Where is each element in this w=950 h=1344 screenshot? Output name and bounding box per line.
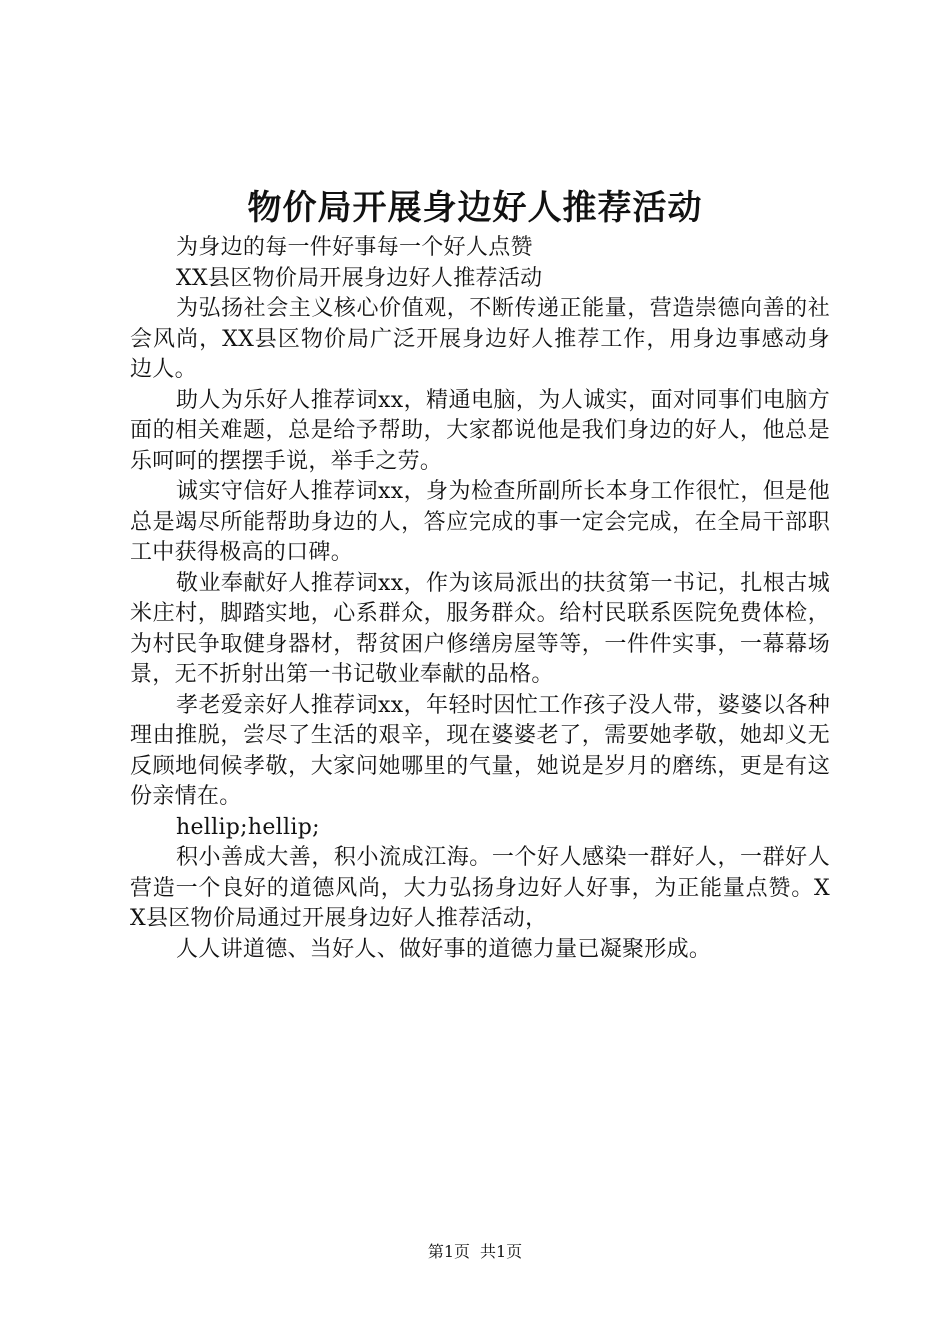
paragraph-8: hellip;hellip;	[176, 814, 320, 840]
paragraph-4: 助人为乐好人推荐词xx，精通电脑，为人诚实，面对同事们电脑方面的相关难题，总是给予帮助，大家都说他是我们身边的好人，他总是乐呵呵的摆摆手说，举手之劳。	[130, 387, 830, 474]
document-title: 物价局开展身边好人推荐活动	[247, 188, 703, 228]
paragraph-1: 为身边的每一件好事每一个好人点赞	[176, 235, 533, 260]
page-footer	[0, 1241, 950, 1263]
paragraph-3: 为弘扬社会主义核心价值观，不断传递正能量，营造崇德向善的社会风尚，XX县区物价局广泛开展身边好人推荐工作，用身边事感动身边人。	[130, 296, 830, 382]
paragraph-9: 积小善成大善，积小流成江海。一个好人感染一群好人，一群好人营造一个良好的道德风尚，大力弘扬身边好人好事，为正能量点赞。XX县区物价局通过开展身边好人推荐活动，	[130, 845, 830, 931]
paragraph-5: 诚实守信好人推荐词xx，身为检查所副所长本身工作很忙，但是他总是竭尽所能帮助身边的人，答应完成的事一定会完成，在全局干部职工中获得极高的口碑。	[130, 479, 830, 565]
document-body	[130, 233, 830, 965]
paragraph-7: 孝老爱亲好人推荐词xx，年轻时因忙工作孩子没人带，婆婆以各种理由推脱，尝尽了生活的艰辛，现在婆婆老了，需要她孝敬，她却义无反顾地伺候孝敬，大家问她哪里的气量，她说是岁月的磨练，更是有这份亲情在。	[130, 692, 830, 809]
paragraph-10: 人人讲道德、当好人、做好事的道德力量已凝聚形成。	[176, 936, 712, 962]
page-number-current: 第1页	[427, 1242, 470, 1261]
paragraph-2: XX县区物价局开展身边好人推荐活动	[176, 265, 543, 291]
paragraph-6: 敬业奉献好人推荐词xx，作为该局派出的扶贫第一书记，扎根古城米庄村，脚踏实地，心系群众，服务群众。给村民联系医院免费体检，为村民争取健身器材，帮贫困户修缮房屋等等，一件件实事，一幕幕场景，无不折射出第一书记敬业奉献的品格。	[130, 570, 830, 687]
page-number-total: 共1页	[480, 1242, 523, 1261]
